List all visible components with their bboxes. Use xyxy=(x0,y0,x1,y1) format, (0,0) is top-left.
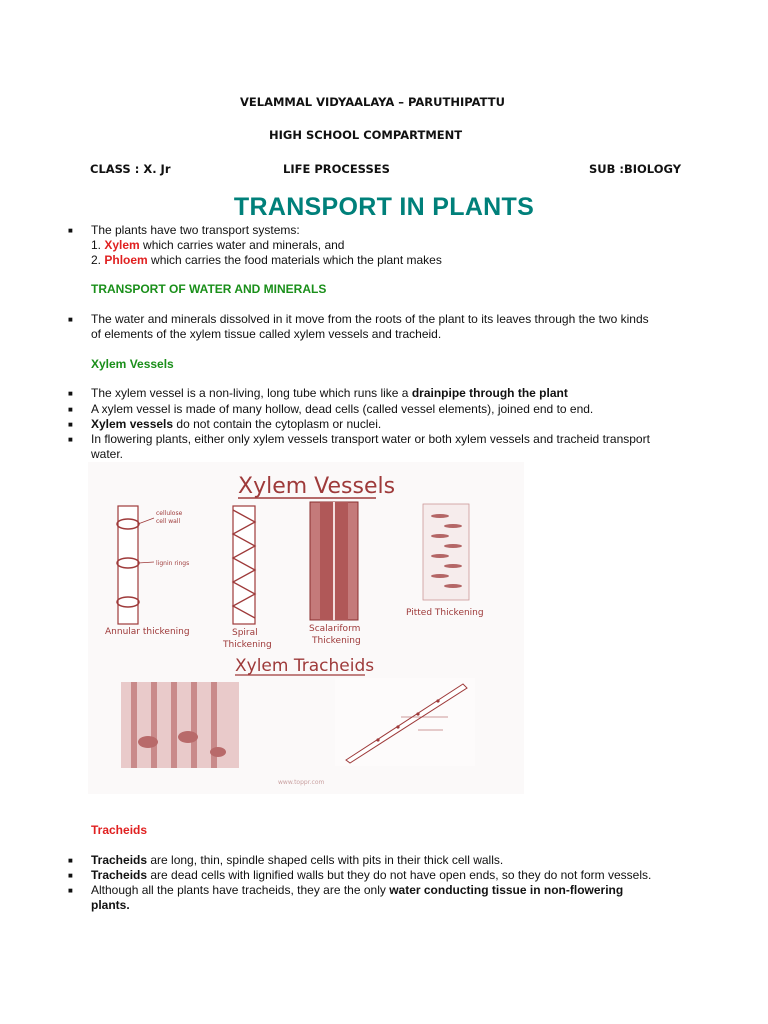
school-name: VELAMMAL VIDYAALAYA – PARUTHIPATTU xyxy=(240,95,505,109)
paragraph-line: The water and minerals dissolved in it move from the roots of the plant to its leaves through the two kinds xyxy=(91,312,649,326)
intro-item-xylem xyxy=(91,238,442,253)
bullet-text: The xylem vessel is a non-living, long tube which runs like a xyxy=(91,386,412,400)
bold-phrase: Xylem vessels xyxy=(91,417,174,431)
bold-phrase: plants. xyxy=(91,898,130,912)
page-title: TRANSPORT IN PLANTS xyxy=(233,193,535,221)
water-paragraph xyxy=(91,312,649,342)
tracheid-bullet-1 xyxy=(91,853,503,868)
bullet-line xyxy=(91,898,623,913)
bullet-icon: ■ xyxy=(68,435,73,444)
figure-title-tracheids: Xylem Tracheids xyxy=(235,656,375,676)
item-text: which carries the food materials which the plant makes xyxy=(147,253,442,267)
bullet-line xyxy=(91,883,623,898)
tracheid-bullet-3 xyxy=(91,883,623,913)
vessel-bullet-4 xyxy=(91,432,650,462)
tracheid-bullet-2 xyxy=(91,868,651,883)
vessel-bullet-2: A xylem vessel is made of many hollow, dead cells (called vessel elements), joined end to end. xyxy=(91,402,594,416)
caption-pitted: Pitted Thickening xyxy=(406,608,484,618)
annotation-cellulose: cellulose xyxy=(156,510,183,517)
tracheid-micrograph xyxy=(121,682,239,768)
intro-item-phloem xyxy=(91,253,442,268)
bullet-icon: ■ xyxy=(68,871,73,880)
bold-phrase: Tracheids xyxy=(91,853,148,867)
section-heading-tracheids: Tracheids xyxy=(91,823,148,837)
compartment-name: HIGH SCHOOL COMPARTMENT xyxy=(269,128,463,142)
bullet-icon: ■ xyxy=(68,389,73,398)
bullet-text: are dead cells with lignified walls but they do not have open ends, so they do not form vessels. xyxy=(147,868,652,882)
bullet-icon: ■ xyxy=(68,886,73,895)
bullet-line: In flowering plants, either only xylem vessels transport water or both xylem vessels and tracheid transport xyxy=(91,432,650,446)
caption-spiral-1: Spiral xyxy=(232,628,258,638)
annotation-lignin: lignin rings xyxy=(156,560,190,567)
bullet-icon: ■ xyxy=(68,315,73,324)
item-text: which carries water and minerals, and xyxy=(139,238,345,252)
figure-title-vessels: Xylem Vessels xyxy=(238,474,396,499)
bold-phrase: water conducting tissue in non-flowering xyxy=(389,883,624,897)
bullet-line: water. xyxy=(91,447,124,461)
annotation-cell-wall: cell wall xyxy=(156,518,181,525)
xylem-figure xyxy=(88,462,524,794)
phloem-term: Phloem xyxy=(104,253,148,267)
bullet-text: Although all the plants have tracheids, they are the only xyxy=(91,883,390,897)
watermark: www.toppr.com xyxy=(278,779,325,786)
bullet-icon: ■ xyxy=(68,420,73,429)
intro-line: The plants have two transport systems: xyxy=(91,223,300,237)
caption-scalariform-1: Scalariform xyxy=(309,624,361,634)
caption-annular: Annular thickening xyxy=(105,627,190,637)
bullet-icon: ■ xyxy=(68,226,73,235)
item-number: 2. xyxy=(91,253,102,267)
bullet-text: do not contain the cytoplasm or nuclei. xyxy=(173,417,382,431)
bullet-icon: ■ xyxy=(68,856,73,865)
item-number: 1. xyxy=(91,238,102,252)
subject-label: SUB :BIOLOGY xyxy=(589,162,682,176)
caption-spiral-2: Thickening xyxy=(223,640,272,650)
section-heading-xylem-vessels: Xylem Vessels xyxy=(91,357,174,371)
paragraph-line: of elements of the xylem tissue called xylem vessels and tracheid. xyxy=(91,327,442,341)
scalariform-vessel-drawing xyxy=(310,502,358,620)
caption-scalariform-2: Thickening xyxy=(312,636,361,646)
annular-vessel-drawing xyxy=(117,506,189,624)
spiral-vessel-drawing xyxy=(233,506,255,624)
vessel-bullet-3 xyxy=(91,417,381,432)
chapter-label: LIFE PROCESSES xyxy=(283,162,390,176)
section-heading-water: TRANSPORT OF WATER AND MINERALS xyxy=(91,282,327,296)
bold-phrase: drainpipe through the plant xyxy=(411,386,568,400)
intro-paragraph xyxy=(91,223,442,268)
class-label: CLASS : X. Jr xyxy=(90,162,171,176)
xylem-term: Xylem xyxy=(104,238,140,252)
pitted-vessel-drawing xyxy=(423,504,469,600)
vessel-bullet-1 xyxy=(91,386,568,401)
bullet-text: are long, thin, spindle shaped cells with pits in their thick cell walls. xyxy=(147,853,504,867)
bold-phrase: Tracheids xyxy=(91,868,148,882)
tracheid-drawing xyxy=(335,678,475,766)
xylem-diagram xyxy=(88,462,524,794)
bullet-icon: ■ xyxy=(68,405,73,414)
